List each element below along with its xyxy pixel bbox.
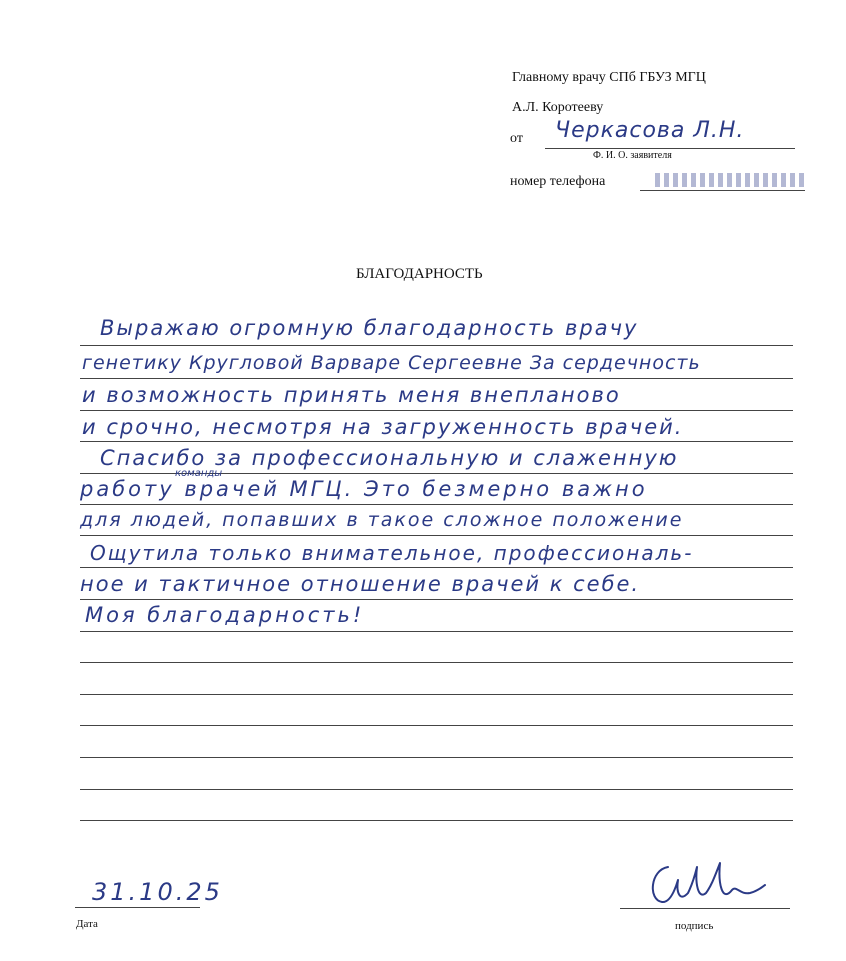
ruled-line (80, 378, 793, 379)
signature-label: подпись (675, 920, 714, 932)
addressee-line-1: Главному врачу СПб ГБУЗ МГЦ (512, 70, 706, 85)
ruled-line (80, 599, 793, 600)
ruled-line (80, 631, 793, 632)
body-line-6: работу врачей МГЦ. Это безмерно важно (80, 477, 648, 501)
from-value-handwritten: Черкасова Л.Н. (555, 118, 745, 143)
from-caption: Ф. И. О. заявителя (593, 150, 672, 161)
body-line-9: ное и тактичное отношение врачей к себе. (80, 572, 641, 596)
phone-underline (640, 190, 805, 191)
phone-redacted (655, 173, 805, 187)
ruled-line (80, 725, 793, 726)
body-insert-note: команды (175, 468, 223, 479)
body-line-3: и возможность принять меня внепланово (82, 383, 621, 407)
body-line-8: Ощутила только внимательное, профессиональ- (90, 541, 694, 565)
ruled-line (80, 441, 793, 442)
body-line-4: и срочно, несмотря на загруженность врачей. (82, 415, 684, 439)
handwritten-signature (640, 855, 775, 915)
signature-underline (620, 908, 790, 909)
from-label: от (510, 131, 523, 146)
ruled-line (80, 662, 793, 663)
body-line-5: Спасибо за профессиональную и слаженную (100, 446, 679, 470)
ruled-line (80, 757, 793, 758)
body-line-1: Выражаю огромную благодарность врачу (100, 316, 639, 340)
ruled-line (80, 345, 793, 346)
body-line-10: Моя благодарность! (85, 603, 365, 627)
date-label: Дата (76, 918, 98, 930)
date-underline (75, 907, 200, 908)
ruled-line (80, 820, 793, 821)
addressee-line-2: А.Л. Коротееву (512, 100, 604, 115)
ruled-line (80, 535, 793, 536)
ruled-line (80, 504, 793, 505)
ruled-line (80, 410, 793, 411)
date-value-handwritten: 31.10.25 (92, 878, 223, 906)
phone-label: номер телефона (510, 174, 606, 189)
from-underline (545, 148, 795, 149)
ruled-line (80, 567, 793, 568)
ruled-line (80, 694, 793, 695)
document-title: БЛАГОДАРНОСТЬ (356, 266, 483, 282)
ruled-line (80, 789, 793, 790)
body-line-7: для людей, попавших в такое сложное положение (80, 509, 684, 531)
body-line-2: генетику Кругловой Варваре Сергеевне За сердечность (82, 352, 701, 374)
